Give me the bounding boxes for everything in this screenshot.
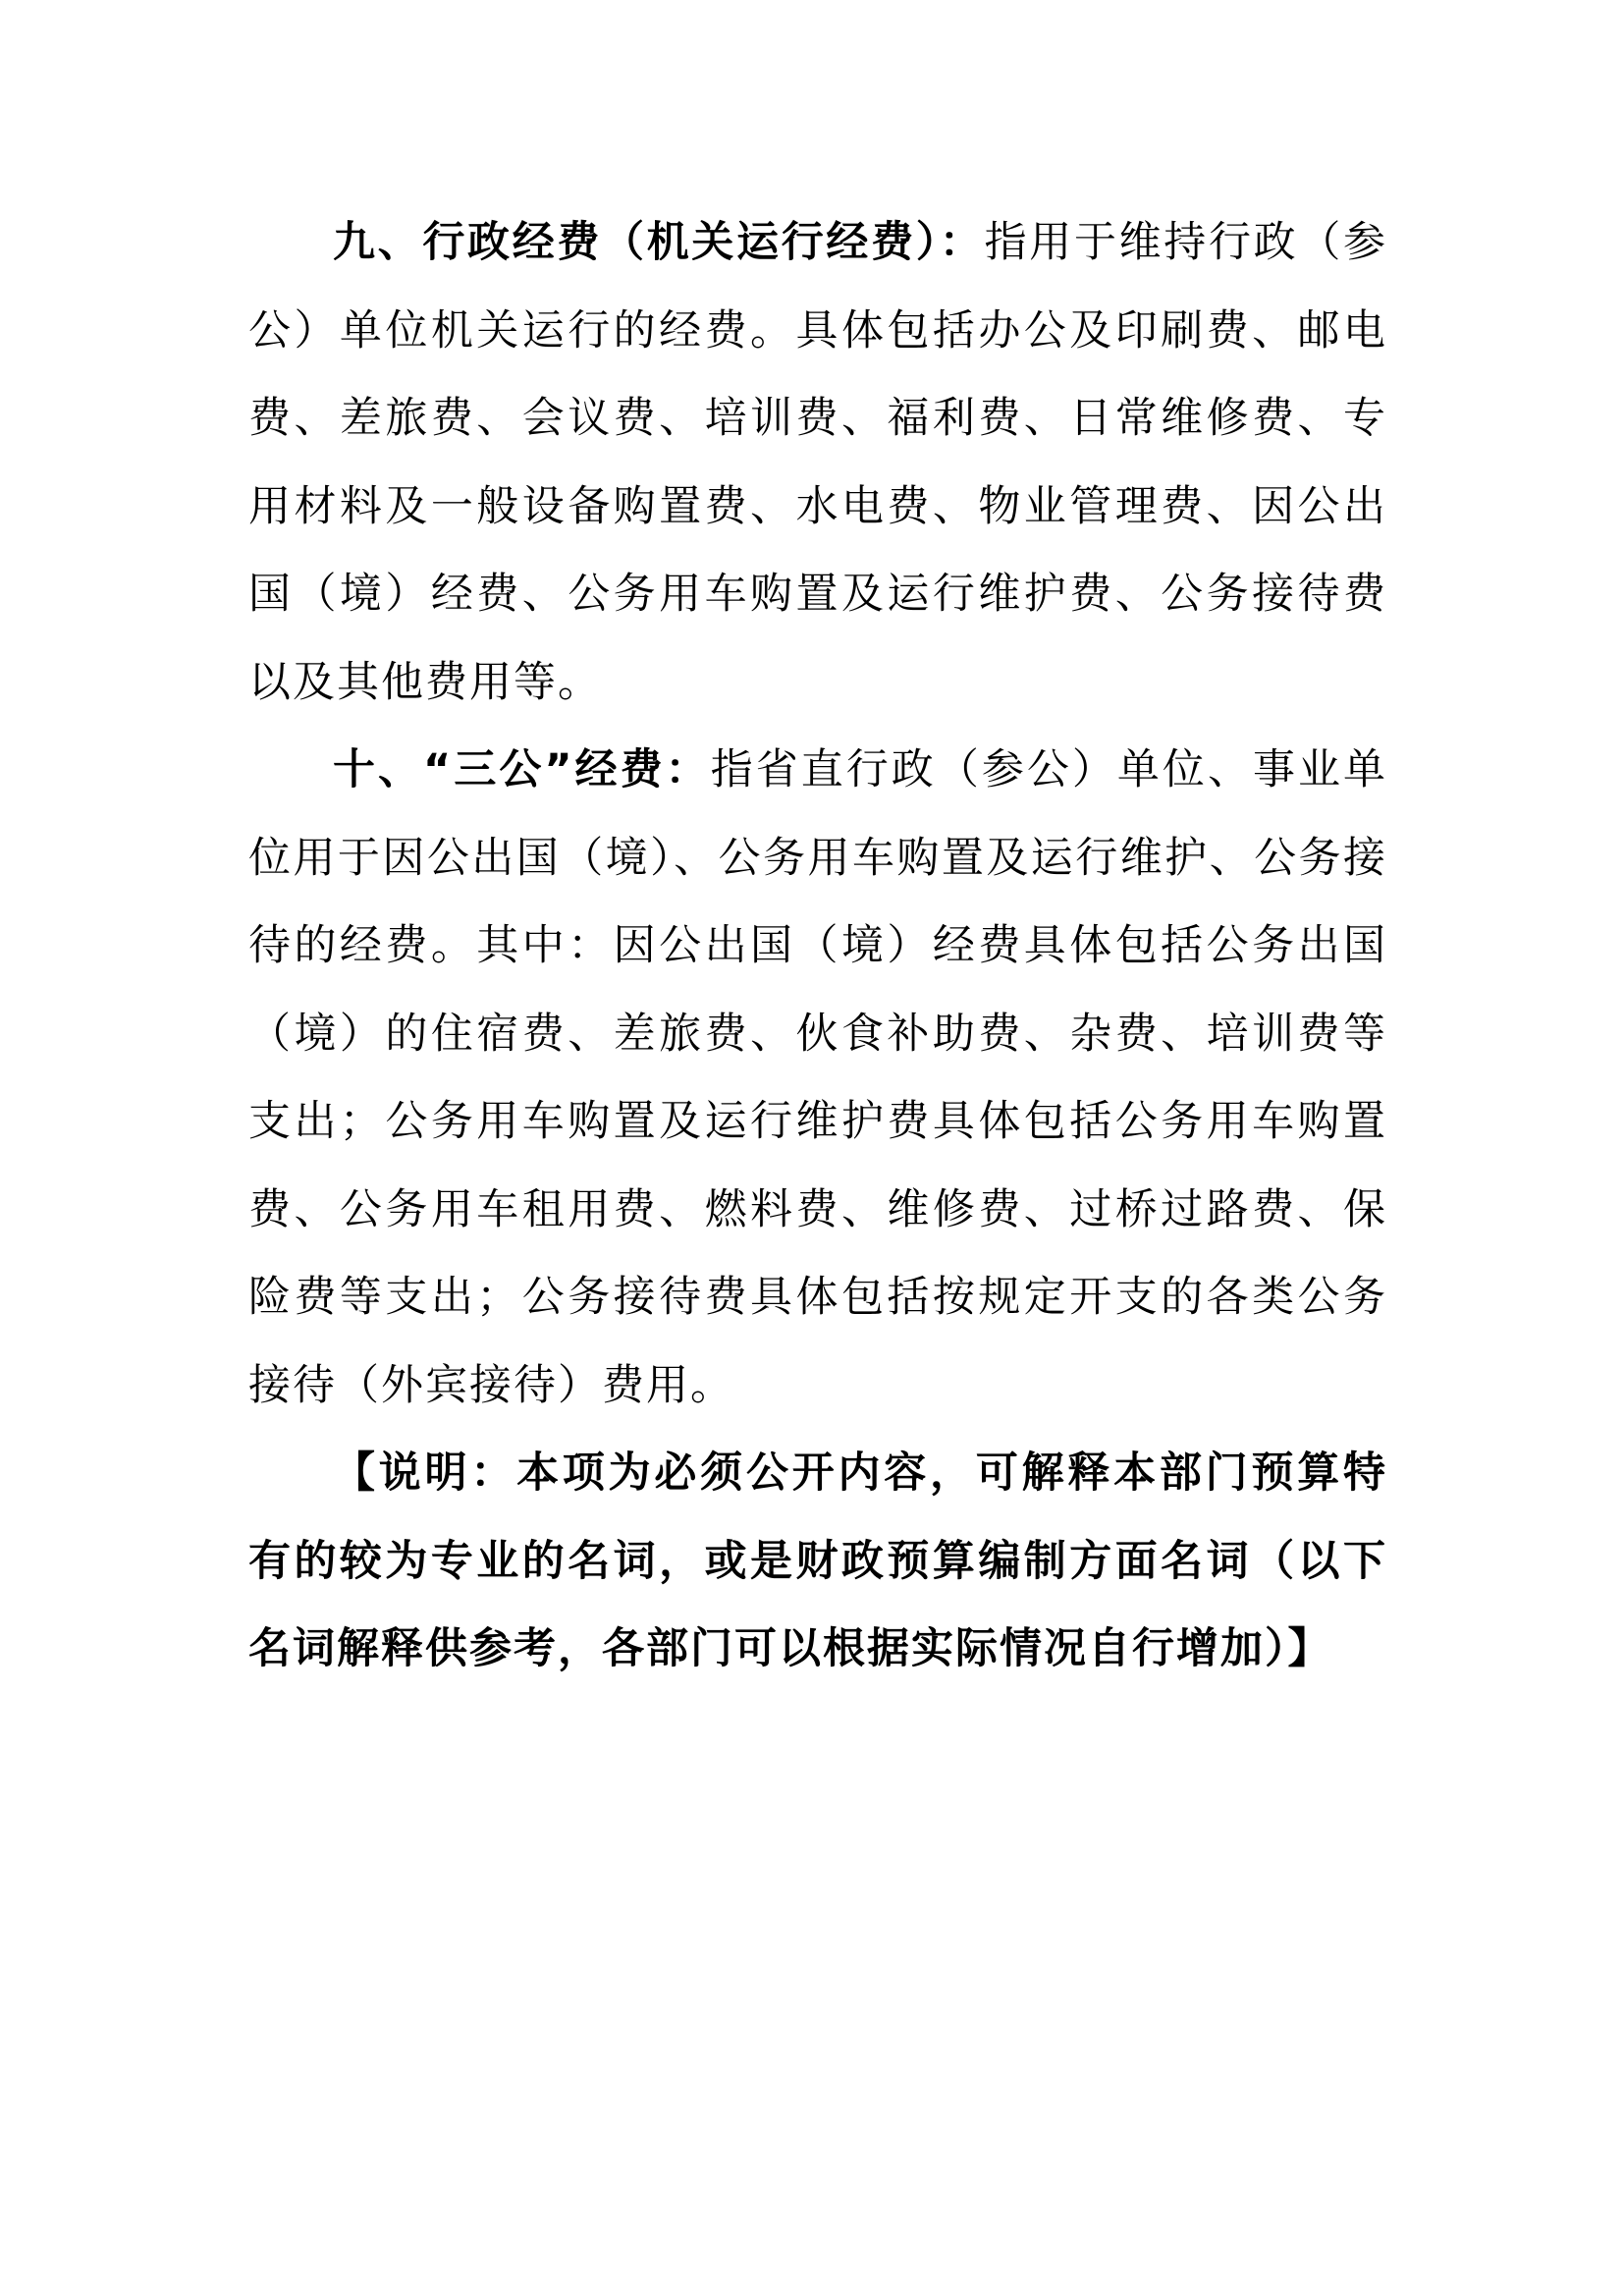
section-three-public-expenses — [248, 727, 1387, 1430]
section-admin-expenses — [248, 199, 1387, 727]
document-page — [248, 199, 1387, 1694]
explanatory-note: 【说明：本项为必须公开内容，可解释本部门预算特有的较为专业的名词，或是财政预算编制方面名词（以下名词解释供参考，各部门可以根据实际情况自行增加）】 — [248, 1449, 1387, 1673]
term-three-public-expenses: 十、“三公”经费： — [333, 745, 711, 794]
definition-three-public-expenses: 指省直行政（参公）单位、事业单位用于因公出国（境）、公务用车购置及运行维护、公务接待的经费。其中：因公出国（境）经费具体包括公务出国（境）的住宿费、差旅费、伙食补助费、杂费、培训费等支出；公务用车购置及运行维护费具体包括公务用车购置费、公务用车租用费、燃料费、维修费、过桥过路费、保险费等支出；公务接待费具体包括按规定开支的各类公务接待（外宾接待）费用。 — [248, 745, 1388, 1410]
term-admin-expenses: 九、行政经费（机关运行经费）： — [333, 218, 985, 267]
definition-admin-expenses: 指用于维持行政（参公）单位机关运行的经费。具体包括办公及印刷费、邮电费、差旅费、会议费、培训费、福利费、日常维修费、专用材料及一般设备购置费、水电费、物业管理费、因公出国（境）经费、公务用车购置及运行维护费、公务接待费以及其他费用等。 — [248, 218, 1388, 707]
